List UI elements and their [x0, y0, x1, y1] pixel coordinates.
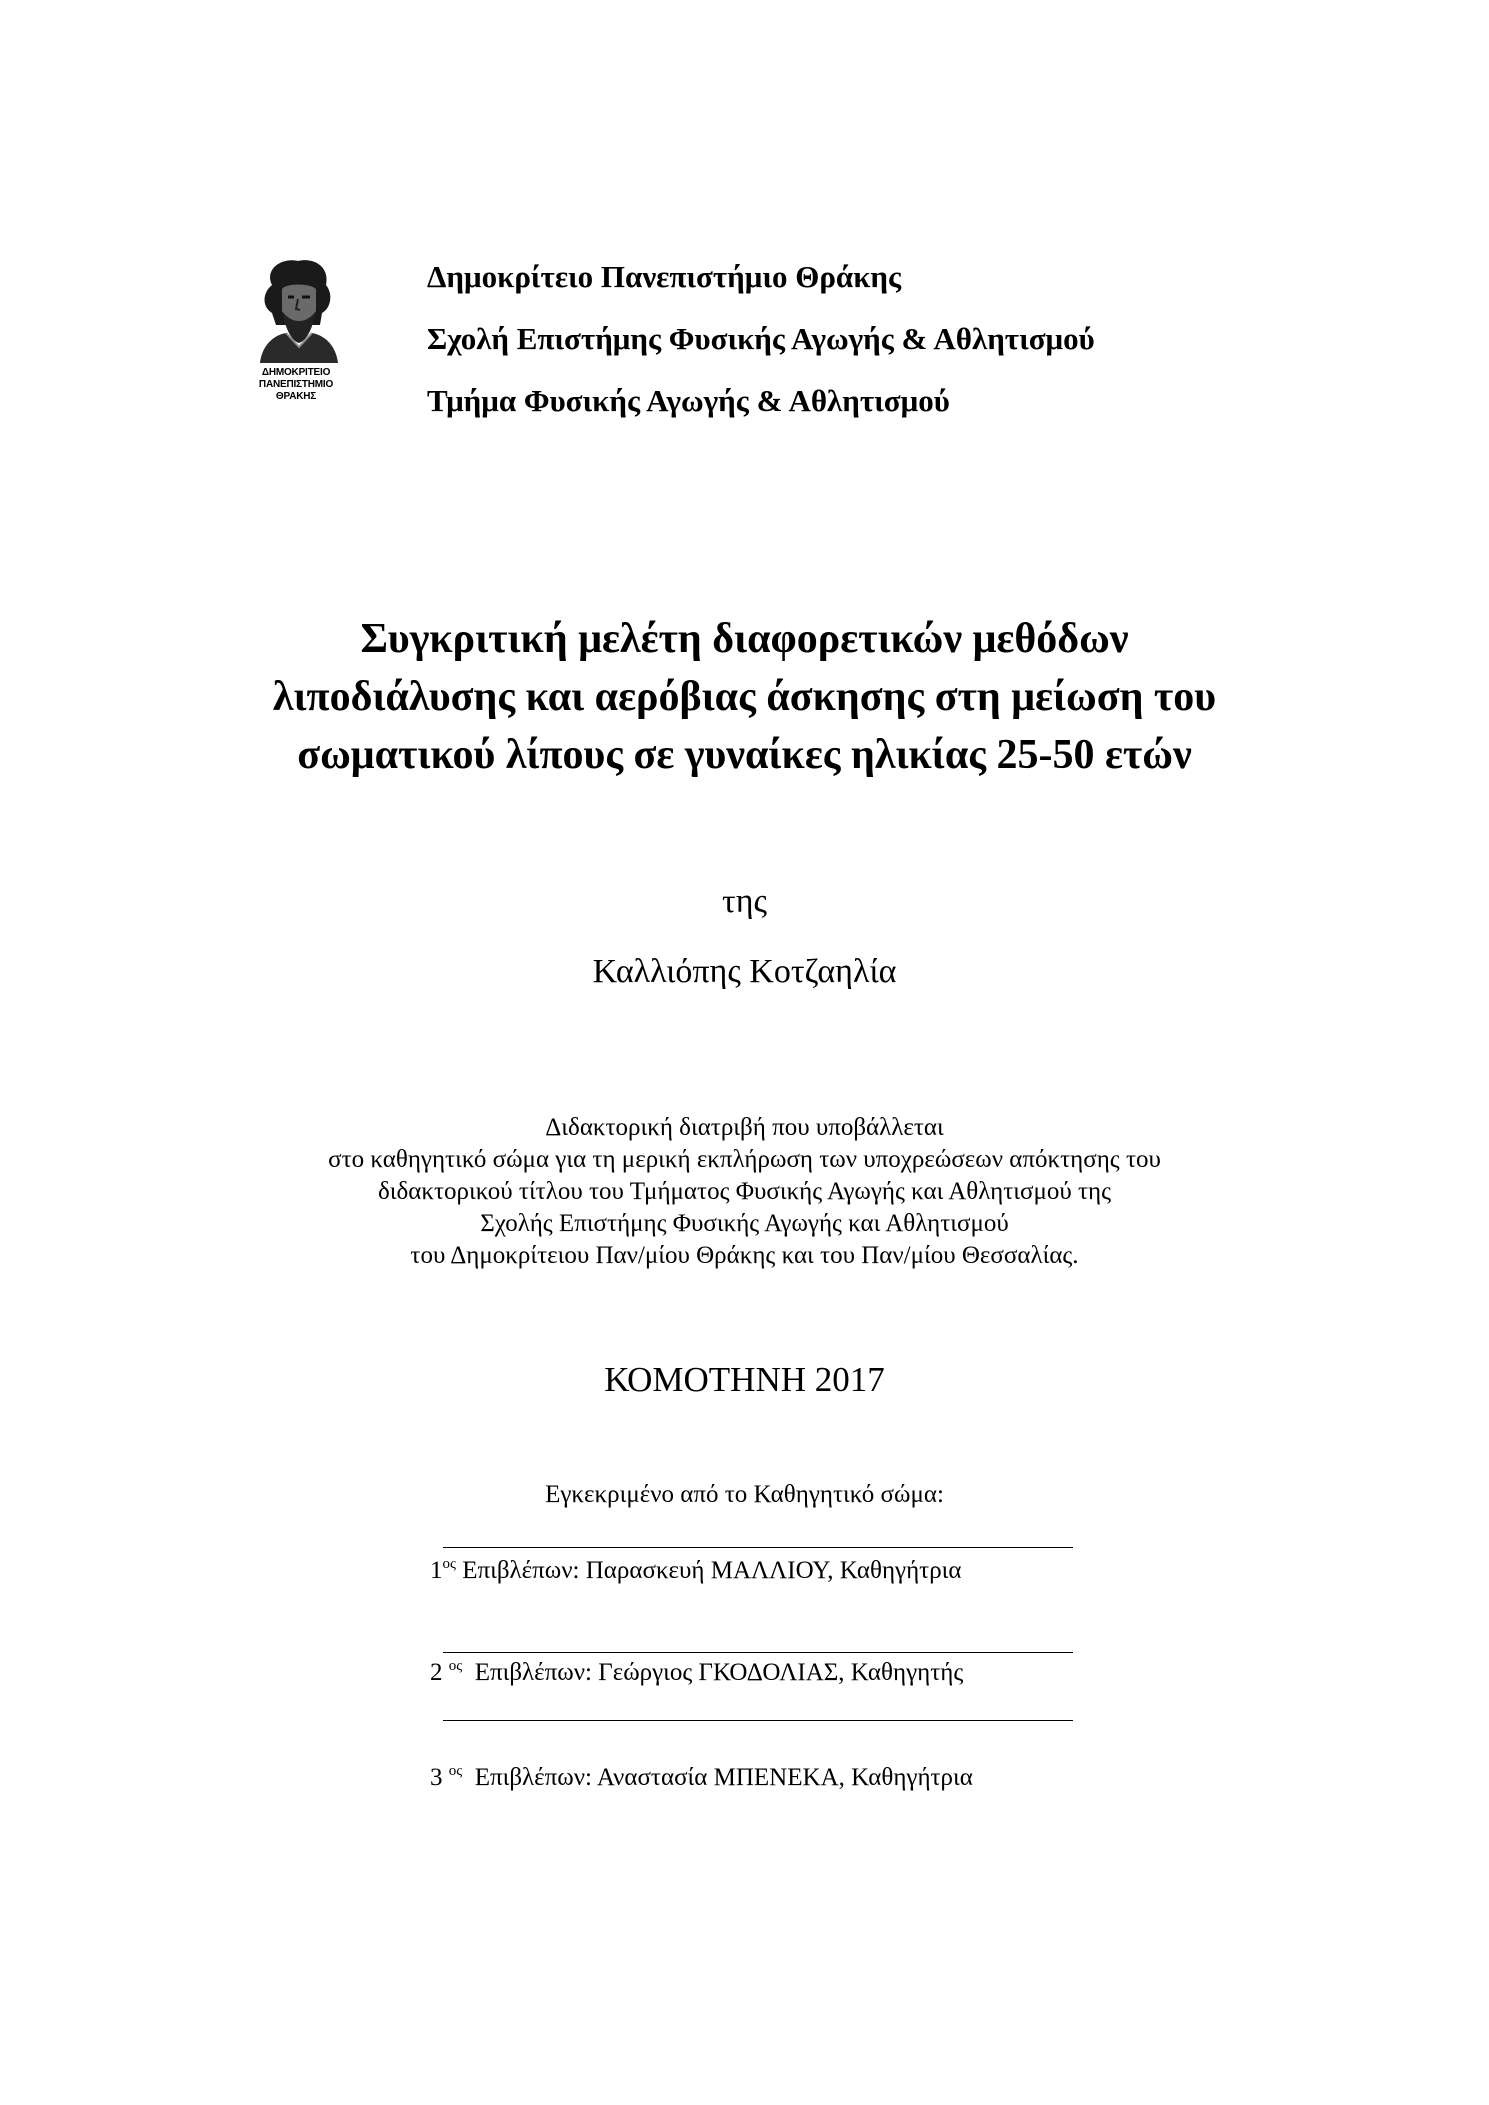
supervisor-ordinal: ος [448, 1658, 463, 1674]
city-year: ΚΟΜΟΤΗΝΗ 2017 [604, 1360, 885, 1399]
institution-header [427, 246, 1095, 432]
description-line: του Δημοκρίτειου Παν/μίου Θράκης και του Παν/μίου Θεσσαλίας. [410, 1242, 1079, 1269]
thesis-description [0, 1112, 1489, 1272]
supervisor-ordinal: ος [448, 1763, 463, 1779]
description-line: Διδακτορική διατριβή που υποβάλλεται [545, 1114, 944, 1141]
supervisor-1 [430, 1555, 962, 1587]
school-name: Σχολή Επιστήμης Φυσικής Αγωγής & Αθλητισμού [427, 321, 1095, 356]
title-line: Συγκριτική μελέτη διαφορετικών μεθόδων [360, 616, 1129, 662]
supervisor-number: 1 [430, 1557, 443, 1584]
logo-lettering: ΔΗΜΟΚΡΙΤΕΙΟ ΠΑΝΕΠΙΣΤΗΜΙΟ ΘΡΑΚΗΣ [258, 367, 334, 402]
title-line: σωματικού λίπους σε γυναίκες ηλικίας 25-50 ετών [297, 732, 1192, 778]
author-name: Καλλιόπης Κοτζαηλία [592, 953, 897, 990]
supervisor-number: 3 [430, 1764, 449, 1791]
supervisor-text: Επιβλέπων: Γεώργιος ΓΚΟΔΟΛΙΑΣ, Καθηγητής [474, 1659, 964, 1686]
author-preposition: της [722, 883, 767, 920]
signature-line [443, 1652, 1073, 1653]
supervisor-2 [430, 1657, 963, 1689]
description-line: διδακτορικού τίτλου του Τμήματος Φυσικής Αγωγής και Αθλητισμού της [378, 1178, 1111, 1205]
supervisor-ordinal: ος [442, 1556, 456, 1572]
supervisor-number: 2 [430, 1659, 449, 1686]
description-line: Σχολής Επιστήμης Φυσικής Αγωγής και Αθλητισμού [480, 1210, 1009, 1237]
university-name: Δημοκρίτειο Πανεπιστήμιο Θράκης [427, 259, 902, 294]
university-logo [242, 255, 350, 415]
supervisor-text: Επιβλέπων: Αναστασία ΜΠΕΝΕΚΑ, Καθηγήτρια [474, 1764, 973, 1791]
supervisor-3 [430, 1762, 973, 1794]
description-line: στο καθηγητικό σώμα για τη μερική εκπλήρωση των υποχρεώσεων απόκτησης του [328, 1146, 1161, 1173]
department-name: Τμήμα Φυσικής Αγωγής & Αθλητισμού [427, 383, 950, 418]
democritus-bust-icon [242, 255, 350, 365]
signature-line [443, 1547, 1073, 1548]
thesis-title [0, 610, 1489, 784]
approved-by-label: Εγκεκριμένο από το Καθηγητικό σώμα: [545, 1481, 944, 1508]
title-line: λιποδιάλυσης και αερόβιας άσκησης στη μείωση του [272, 674, 1217, 720]
signature-line [443, 1720, 1073, 1721]
supervisor-text: Επιβλέπων: Παρασκευή ΜΑΛΛΙΟΥ, Καθηγήτρια [462, 1557, 962, 1584]
